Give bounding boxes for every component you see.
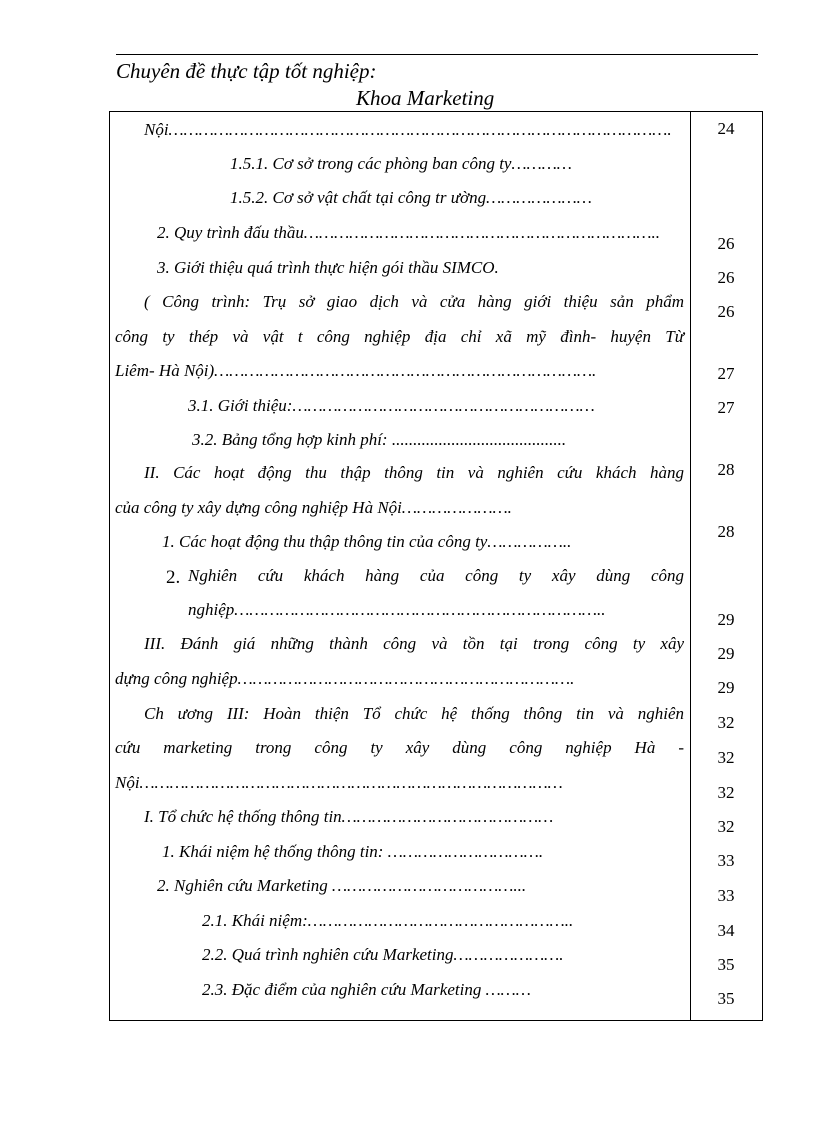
toc-page-number: 32 (717, 817, 735, 836)
toc-page-number: 32 (717, 748, 735, 767)
toc-page-number: 35 (717, 955, 735, 974)
toc-entry: Nội………………………………………………………………………… (115, 773, 563, 792)
toc-page-number: 34 (717, 921, 735, 940)
toc-entry: 2.3. Đặc điểm của nghiên cứu Marketing ……… (202, 980, 531, 999)
toc-entry: III. Đánh giá những thành công và tồn tại trong công ty xây (144, 634, 684, 653)
toc-entry: I. Tổ chức hệ thống thông tin…………………………………… (144, 807, 554, 826)
toc-item-number: 2. (166, 567, 181, 588)
toc-entry: 1.5.1. Cơ sở trong các phòng ban công ty………… (230, 154, 572, 173)
toc-page-number: 28 (717, 460, 735, 479)
toc-entry: II. Các hoạt động thu thập thông tin và nghiên cứu khách hàng (144, 463, 684, 482)
header-rule (116, 54, 758, 55)
toc-page-number: 29 (717, 610, 735, 629)
toc-entry: 1. Khái niệm hệ thống thông tin: …………………………. (162, 842, 544, 861)
toc-entry: 1. Các hoạt động thu thập thông tin của công ty…………….. (162, 532, 572, 551)
toc-page-number: 32 (717, 783, 735, 802)
toc-page-number: 27 (717, 364, 735, 383)
toc-entry: Liêm- Hà Nội)…………………………………………………………………. (115, 361, 597, 380)
toc-page-number: 26 (717, 268, 735, 287)
toc-column-divider (690, 112, 691, 1020)
toc-page-number: 35 (717, 989, 735, 1008)
toc-page-number: 24 (717, 119, 735, 138)
toc-entry: 3.2. Bảng tổng hợp kinh phí: ......................................... (192, 430, 567, 449)
toc-table (109, 111, 763, 1021)
toc-page-number: 29 (717, 644, 735, 663)
toc-entry: công ty thép và vật t công nghiệp địa chỉ xã mỹ đình- huyện Từ (115, 327, 684, 346)
toc-page-number: 26 (717, 302, 735, 321)
toc-entry: Nghiên cứu khách hàng của công ty xây dùng công (188, 566, 684, 585)
toc-page-number: 26 (717, 234, 735, 253)
toc-page-number: 29 (717, 678, 735, 697)
toc-entry: 2. Quy trình đấu thầu…………………………………………………………….. (157, 223, 661, 242)
toc-page-number: 28 (717, 522, 735, 541)
toc-entry: ( Công trình: Trụ sở giao dịch và cửa hàng giới thiệu sản phẩm (144, 292, 684, 311)
toc-page-number: 33 (717, 886, 735, 905)
toc-entry: nghiệp……………………………………………………………….. (188, 600, 606, 619)
toc-entry: 2.2. Quá trình nghiên cứu Marketing…………………. (202, 945, 564, 964)
toc-entry: Nội………………………………………………………………………………………. (144, 120, 672, 139)
toc-entry: cứu marketing trong công ty xây dùng công nghiệp Hà - (115, 738, 684, 757)
header-left-title: Chuyên đề thực tập tốt nghiệp: (116, 59, 377, 83)
toc-page-number: 27 (717, 398, 735, 417)
toc-entry: 2. Nghiên cứu Marketing ………………………………... (157, 876, 527, 895)
toc-entry: Ch ương III: Hoàn thiện Tổ chức hệ thống thông tin và nghiên (144, 704, 684, 723)
toc-entry: dựng công nghiệp…………………………………………………………. (115, 669, 575, 688)
toc-page-number: 32 (717, 713, 735, 732)
header-right-title: Khoa Marketing (356, 86, 495, 110)
toc-entry: 2.1. Khái niệm:…………………………………………….. (202, 911, 574, 930)
toc-entry: của công ty xây dựng công nghiệp Hà Nội…………………. (115, 498, 512, 517)
toc-entry: 3.1. Giới thiệu:…………………………………………………… (188, 396, 595, 415)
toc-page-number: 33 (717, 851, 735, 870)
toc-entry: 1.5.2. Cơ sở vật chất tại công tr ường………………… (230, 188, 592, 207)
toc-entry: 3. Giới thiệu quá trình thực hiện gói thầu SIMCO. (157, 258, 499, 277)
